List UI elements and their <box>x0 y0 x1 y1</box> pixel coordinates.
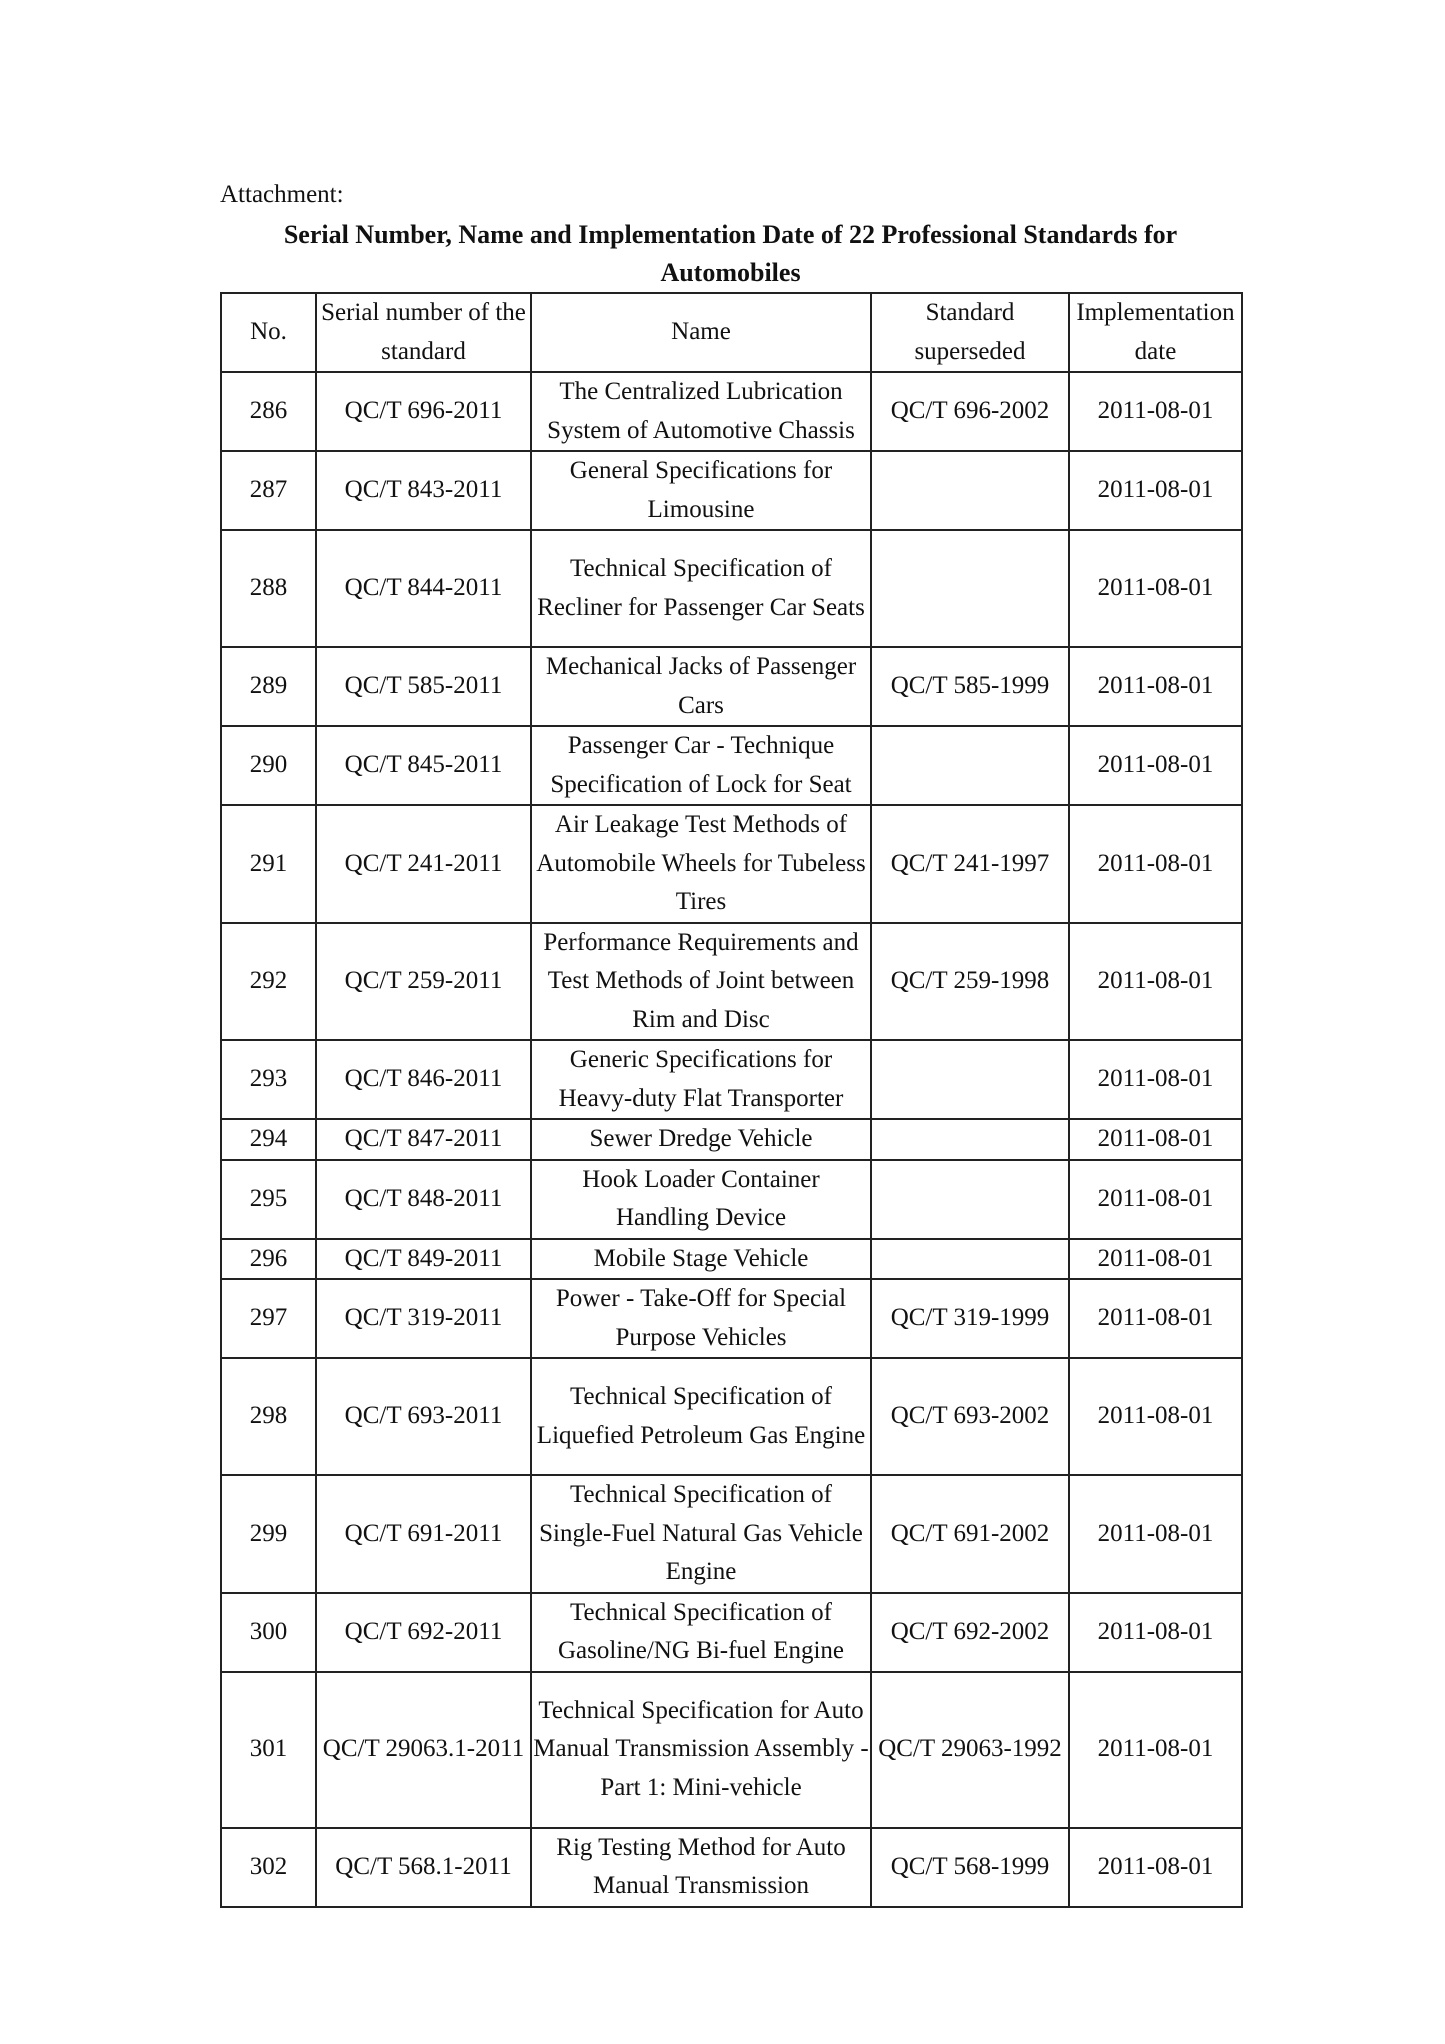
cell-superseded <box>871 1040 1069 1119</box>
cell-no: 298 <box>221 1358 316 1475</box>
cell-name: Power - Take-Off for Special Purpose Vehicles <box>531 1279 871 1358</box>
cell-date: 2011-08-01 <box>1069 805 1242 923</box>
cell-date: 2011-08-01 <box>1069 372 1242 451</box>
cell-name: Mobile Stage Vehicle <box>531 1239 871 1280</box>
cell-no: 297 <box>221 1279 316 1358</box>
cell-superseded <box>871 451 1069 530</box>
cell-superseded <box>871 1239 1069 1280</box>
cell-date: 2011-08-01 <box>1069 1239 1242 1280</box>
cell-serial: QC/T 846-2011 <box>316 1040 531 1119</box>
cell-serial: QC/T 845-2011 <box>316 726 531 805</box>
cell-superseded: QC/T 693-2002 <box>871 1358 1069 1475</box>
cell-serial: QC/T 848-2011 <box>316 1160 531 1239</box>
cell-serial: QC/T 696-2011 <box>316 372 531 451</box>
cell-date: 2011-08-01 <box>1069 1828 1242 1907</box>
cell-serial: QC/T 691-2011 <box>316 1475 531 1593</box>
cell-name: Generic Specifications for Heavy-duty Flat Transporter <box>531 1040 871 1119</box>
cell-no: 296 <box>221 1239 316 1280</box>
table-row <box>221 530 1242 647</box>
table-row <box>221 1040 1242 1119</box>
cell-no: 292 <box>221 923 316 1041</box>
cell-no: 287 <box>221 451 316 530</box>
table-row <box>221 1119 1242 1160</box>
cell-superseded: QC/T 691-2002 <box>871 1475 1069 1593</box>
table-row <box>221 805 1242 923</box>
cell-serial: QC/T 843-2011 <box>316 451 531 530</box>
cell-date: 2011-08-01 <box>1069 1279 1242 1358</box>
cell-serial: QC/T 585-2011 <box>316 647 531 726</box>
cell-name: Sewer Dredge Vehicle <box>531 1119 871 1160</box>
standards-table <box>220 292 1243 1908</box>
table-row <box>221 923 1242 1041</box>
cell-name: General Specifications for Limousine <box>531 451 871 530</box>
cell-date: 2011-08-01 <box>1069 1593 1242 1672</box>
cell-name: Technical Specification of Recliner for Passenger Car Seats <box>531 530 871 647</box>
cell-superseded <box>871 530 1069 647</box>
cell-date: 2011-08-01 <box>1069 1119 1242 1160</box>
cell-no: 301 <box>221 1672 316 1828</box>
table-row <box>221 1475 1242 1593</box>
cell-superseded: QC/T 241-1997 <box>871 805 1069 923</box>
cell-no: 293 <box>221 1040 316 1119</box>
cell-name: Performance Requirements and Test Methods of Joint between Rim and Disc <box>531 923 871 1041</box>
table-row <box>221 1828 1242 1907</box>
cell-no: 290 <box>221 726 316 805</box>
cell-superseded: QC/T 568-1999 <box>871 1828 1069 1907</box>
table-row <box>221 372 1242 451</box>
cell-superseded <box>871 1119 1069 1160</box>
cell-no: 299 <box>221 1475 316 1593</box>
cell-name: Passenger Car - Technique Specification of Lock for Seat <box>531 726 871 805</box>
cell-no: 288 <box>221 530 316 647</box>
table-row <box>221 1672 1242 1828</box>
table-row <box>221 1239 1242 1280</box>
cell-date: 2011-08-01 <box>1069 1040 1242 1119</box>
cell-serial: QC/T 693-2011 <box>316 1358 531 1475</box>
cell-name: Technical Specification of Gasoline/NG Bi-fuel Engine <box>531 1593 871 1672</box>
cell-name: Technical Specification of Liquefied Petroleum Gas Engine <box>531 1358 871 1475</box>
cell-serial: QC/T 847-2011 <box>316 1119 531 1160</box>
cell-name: Mechanical Jacks of Passenger Cars <box>531 647 871 726</box>
cell-date: 2011-08-01 <box>1069 1475 1242 1593</box>
cell-serial: QC/T 259-2011 <box>316 923 531 1041</box>
cell-serial: QC/T 568.1-2011 <box>316 1828 531 1907</box>
cell-superseded: QC/T 259-1998 <box>871 923 1069 1041</box>
cell-date: 2011-08-01 <box>1069 530 1242 647</box>
cell-date: 2011-08-01 <box>1069 1358 1242 1475</box>
header-name: Name <box>531 293 871 372</box>
table-row <box>221 647 1242 726</box>
table-row <box>221 1358 1242 1475</box>
cell-superseded: QC/T 29063-1992 <box>871 1672 1069 1828</box>
cell-serial: QC/T 29063.1-2011 <box>316 1672 531 1828</box>
cell-serial: QC/T 319-2011 <box>316 1279 531 1358</box>
cell-no: 291 <box>221 805 316 923</box>
cell-no: 289 <box>221 647 316 726</box>
cell-superseded: QC/T 692-2002 <box>871 1593 1069 1672</box>
cell-no: 294 <box>221 1119 316 1160</box>
cell-name: Technical Specification for Auto Manual Transmission Assembly - Part 1: Mini-vehicle <box>531 1672 871 1828</box>
cell-no: 300 <box>221 1593 316 1672</box>
header-row <box>221 293 1242 372</box>
document-title: Serial Number, Name and Implementation Date of 22 Professional Standards for Automobiles <box>283 220 1178 287</box>
cell-superseded: QC/T 696-2002 <box>871 372 1069 451</box>
cell-serial: QC/T 241-2011 <box>316 805 531 923</box>
cell-superseded <box>871 1160 1069 1239</box>
cell-serial: QC/T 692-2011 <box>316 1593 531 1672</box>
table-row <box>221 1593 1242 1672</box>
cell-name: Hook Loader Container Handling Device <box>531 1160 871 1239</box>
cell-no: 286 <box>221 372 316 451</box>
table-row <box>221 1160 1242 1239</box>
cell-name: Technical Specification of Single-Fuel Natural Gas Vehicle Engine <box>531 1475 871 1593</box>
cell-date: 2011-08-01 <box>1069 1672 1242 1828</box>
cell-date: 2011-08-01 <box>1069 451 1242 530</box>
table-row <box>221 1279 1242 1358</box>
header-serial: Serial number of the standard <box>316 293 531 372</box>
cell-superseded <box>871 726 1069 805</box>
cell-no: 302 <box>221 1828 316 1907</box>
cell-serial: QC/T 844-2011 <box>316 530 531 647</box>
header-date: Implementation date <box>1069 293 1242 372</box>
table-row <box>221 726 1242 805</box>
cell-name: The Centralized Lubrication System of Automotive Chassis <box>531 372 871 451</box>
attachment-label: Attachment: <box>220 181 344 208</box>
cell-date: 2011-08-01 <box>1069 1160 1242 1239</box>
cell-superseded: QC/T 319-1999 <box>871 1279 1069 1358</box>
cell-name: Air Leakage Test Methods of Automobile Wheels for Tubeless Tires <box>531 805 871 923</box>
cell-superseded: QC/T 585-1999 <box>871 647 1069 726</box>
cell-no: 295 <box>221 1160 316 1239</box>
table-row <box>221 451 1242 530</box>
cell-date: 2011-08-01 <box>1069 647 1242 726</box>
cell-date: 2011-08-01 <box>1069 726 1242 805</box>
header-superseded: Standard superseded <box>871 293 1069 372</box>
header-no: No. <box>221 293 316 372</box>
cell-date: 2011-08-01 <box>1069 923 1242 1041</box>
cell-serial: QC/T 849-2011 <box>316 1239 531 1280</box>
cell-name: Rig Testing Method for Auto Manual Transmission <box>531 1828 871 1907</box>
